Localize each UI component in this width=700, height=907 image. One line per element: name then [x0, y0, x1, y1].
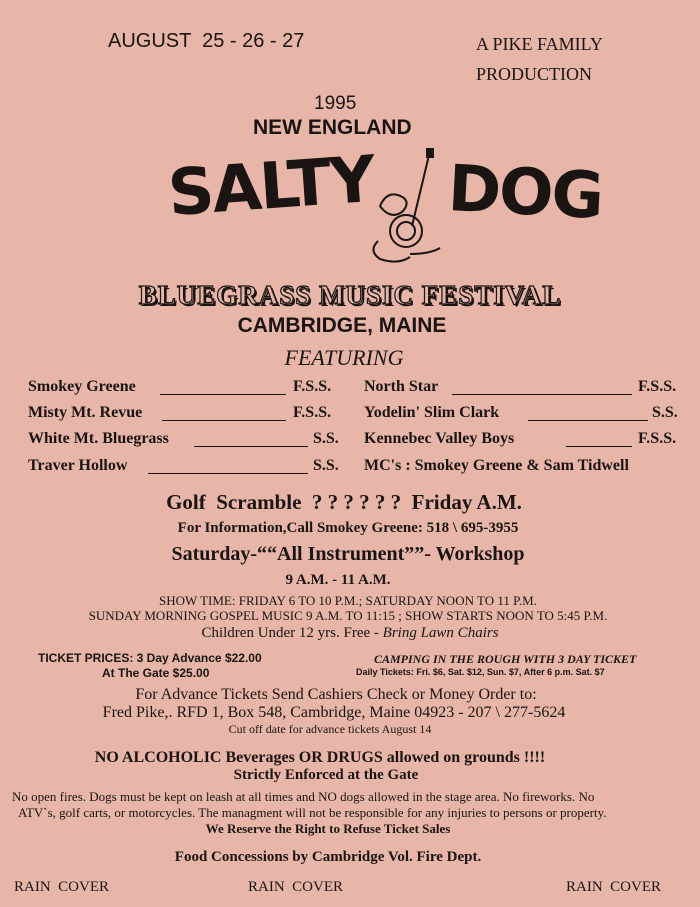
ticket-prices: TICKET PRICES: 3 Day Advance $22.00 — [38, 651, 262, 665]
act-name: Traver Hollow — [28, 457, 128, 474]
act-tag: F.S.S. — [293, 404, 332, 421]
festival-dates: AUGUST 25 - 26 - 27 — [108, 30, 305, 52]
location-title: CAMBRIDGE, MAINE — [237, 314, 447, 337]
act-tag: F.S.S. — [293, 378, 332, 395]
festival-year: 1995 — [314, 93, 357, 114]
act-tag: S.S. — [652, 404, 678, 421]
gate-price: At The Gate $25.00 — [102, 666, 210, 680]
festival-title: BLUEGRASS MUSIC FESTIVAL — [138, 280, 562, 310]
act-name: Kennebec Valley Boys — [364, 430, 515, 447]
workshop-time: 9 A.M. - 11 A.M. — [285, 572, 391, 588]
alcohol-warning: NO ALCOHOLIC Beverages OR DRUGS allowed on grounds !!!! — [94, 749, 546, 766]
region-title: NEW ENGLAND — [253, 116, 412, 139]
banjo-dog-icon — [360, 146, 450, 266]
rain-cover-left: RAIN COVER — [14, 879, 110, 895]
logo-word-salty: SALTY — [165, 142, 377, 232]
producer-line-2: PRODUCTION — [476, 64, 593, 84]
enforced-note: Strictly Enforced at the Gate — [233, 767, 419, 783]
act-tag: F.S.S. — [638, 430, 677, 447]
act-name: Smokey Greene — [28, 378, 136, 395]
reserve-right: We Reserve the Right to Refuse Ticket Sales — [205, 821, 451, 836]
cutoff-date: Cut off date for advance tickets August 14 — [228, 722, 432, 736]
rules-line-1: No open fires. Dogs must be kept on leash at all times and NO dogs allowed in the stage area. No fireworks. No — [12, 789, 595, 804]
lawn-chairs: Bring Lawn Chairs — [382, 625, 499, 641]
logo-word-dog: DOG — [446, 152, 604, 234]
act-name: Yodelin' Slim Clark — [364, 404, 500, 421]
children-free: Children Under 12 yrs. Free - — [201, 625, 379, 641]
act-tag: F.S.S. — [638, 378, 677, 395]
act-name: North Star — [364, 378, 439, 395]
act-tag: S.S. — [313, 457, 339, 474]
act-tag: S.S. — [313, 430, 339, 447]
featuring-label: FEATURING — [284, 345, 404, 370]
advance-line-1: For Advance Tickets Send Cashiers Check or Money Order to: — [135, 686, 537, 703]
act-name: White Mt. Bluegrass — [28, 430, 169, 447]
producer-line-1: A PIKE FAMILY — [476, 34, 603, 54]
camping-note: CAMPING IN THE ROUGH WITH 3 DAY TICKET — [374, 652, 637, 666]
info-phone: For Information,Call Smokey Greene: 518 \ 695-3955 — [177, 520, 519, 536]
workshop-title: Saturday-““All Instrument””- Workshop — [171, 543, 525, 565]
food-concessions: Food Concessions by Cambridge Vol. Fire Dept. — [174, 849, 482, 865]
daily-tickets: Daily Tickets: Fri. $6, Sat. $12, Sun. $7, After 6 p.m. Sat. $7 — [356, 667, 605, 677]
rain-cover-center: RAIN COVER — [248, 879, 344, 895]
act-name: Misty Mt. Revue — [28, 404, 143, 421]
showtime-line-1: SHOW TIME: FRIDAY 6 TO 10 P.M.; SATURDAY NOON TO 11 P.M. — [159, 593, 537, 608]
mcs-line: MC's : Smokey Greene & Sam Tidwell — [364, 457, 629, 474]
rain-cover-right: RAIN COVER — [566, 879, 662, 895]
rules-line-2: ATV`s, golf carts, or motorcycles. The managment will not be responsible for any injuries to persons or property. — [18, 805, 607, 820]
advance-address: Fred Pike,. RFD 1, Box 548, Cambridge, Maine 04923 - 207 \ 277-5624 — [102, 704, 566, 721]
golf-scramble: Golf Scramble ? ? ? ? ? ? Friday A.M. — [166, 490, 522, 514]
showtime-line-2: SUNDAY MORNING GOSPEL MUSIC 9 A.M. TO 11:15 ; SHOW STARTS NOON TO 5:45 P.M. — [88, 608, 608, 623]
